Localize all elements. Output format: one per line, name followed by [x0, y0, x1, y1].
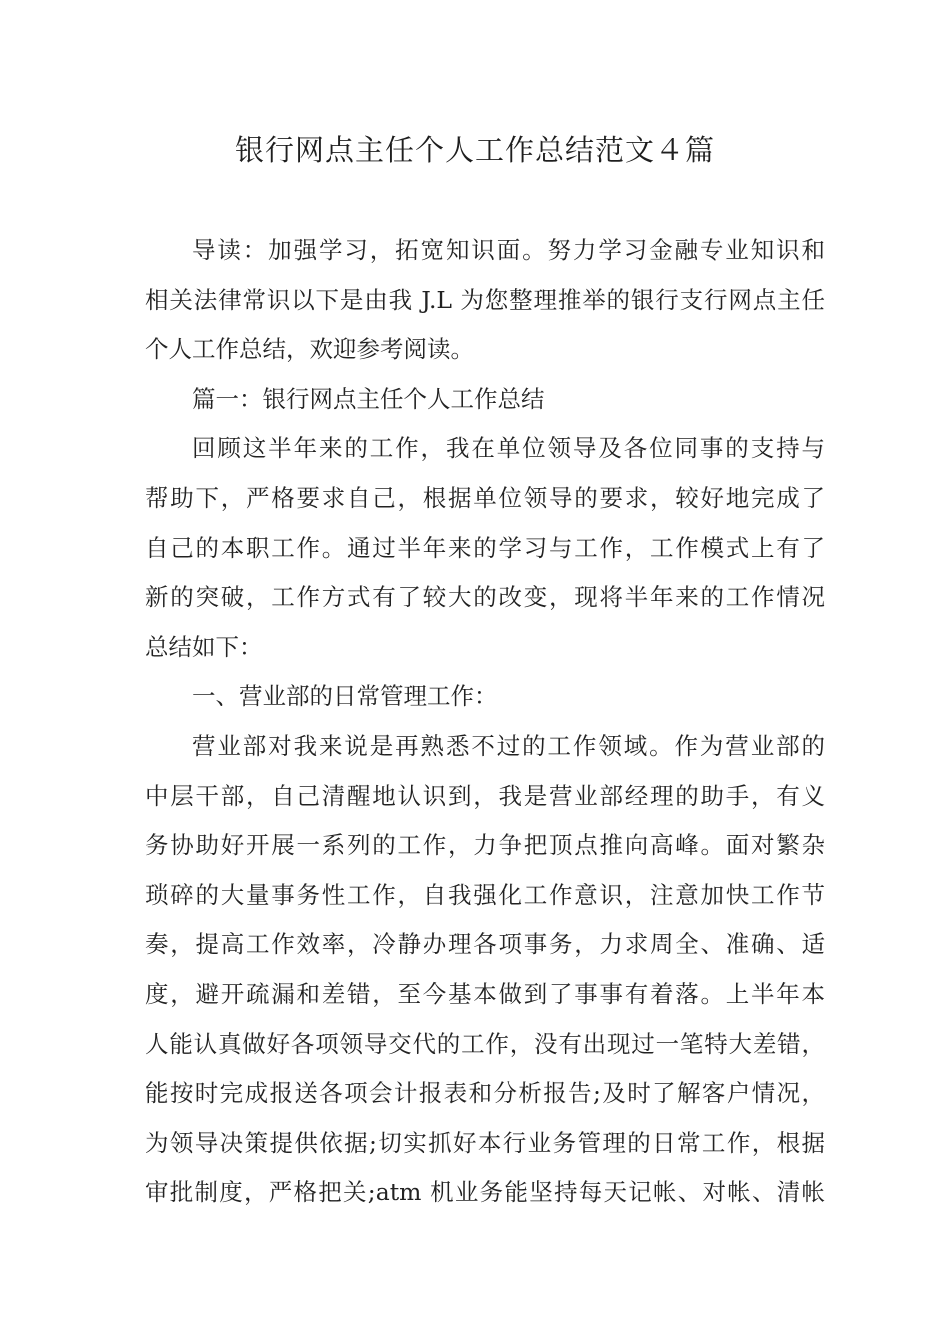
paragraph-business-dept — [145, 722, 825, 1218]
text-line: 营业部对我来说是再熟悉不过的工作领域。作为营业部的 — [192, 731, 825, 760]
text-line: 琐碎的大量事务性工作，自我强化工作意识，注意加快工作节 — [145, 880, 825, 909]
paragraph-review — [145, 424, 825, 672]
text-line: 自己的本职工作。通过半年来的学习与工作，工作模式上有了 — [145, 533, 825, 562]
text-line: 相关法律常识以下是由我 J.L 为您整理推举的银行支行网点主任 — [145, 285, 825, 314]
text-line: 新的突破，工作方式有了较大的改变，现将半年来的工作情况 — [145, 583, 825, 612]
text-line: 中层干部，自己清醒地认识到，我是营业部经理的助手，有义 — [145, 781, 825, 810]
text-line: 奏，提高工作效率，冷静办理各项事务，力求周全、准确、适 — [145, 930, 825, 959]
text-line: 度，避开疏漏和差错，至今基本做到了事事有着落。上半年本 — [145, 979, 825, 1008]
paragraph-subheading — [145, 672, 825, 722]
text-line: 一、营业部的日常管理工作： — [192, 682, 498, 711]
document-title: 银行网点主任个人工作总结范文４篇 — [234, 133, 715, 167]
text-line: 个人工作总结，欢迎参考阅读。 — [145, 335, 474, 364]
text-line: 为领导决策提供依据;切实抓好本行业务管理的日常工作，根据 — [145, 1128, 825, 1157]
text-line: 回顾这半年来的工作，我在单位领导及各位同事的支持与 — [192, 434, 825, 463]
text-line: 导读：加强学习，拓宽知识面。努力学习金融专业知识和 — [192, 236, 825, 264]
text-line: 篇一：银行网点主任个人工作总结 — [192, 384, 545, 413]
text-line: 务协助好开展一系列的工作，力争把顶点推向高峰。面对繁杂 — [145, 831, 825, 860]
text-line: 能按时完成报送各项会计报表和分析报告;及时了解客户情况， — [145, 1079, 825, 1108]
text-line: 总结如下： — [145, 632, 263, 661]
document-body — [145, 226, 825, 1218]
text-line: 审批制度，严格把关;atm 机业务能坚持每天记帐、对帐、清帐 — [145, 1178, 825, 1207]
paragraph-intro — [145, 226, 825, 375]
text-line: 帮助下，严格要求自己，根据单位领导的要求，较好地完成了 — [145, 483, 825, 512]
text-line: 人能认真做好各项领导交代的工作，没有出现过一笔特大差错， — [145, 1029, 825, 1058]
paragraph-section-heading — [145, 375, 825, 425]
